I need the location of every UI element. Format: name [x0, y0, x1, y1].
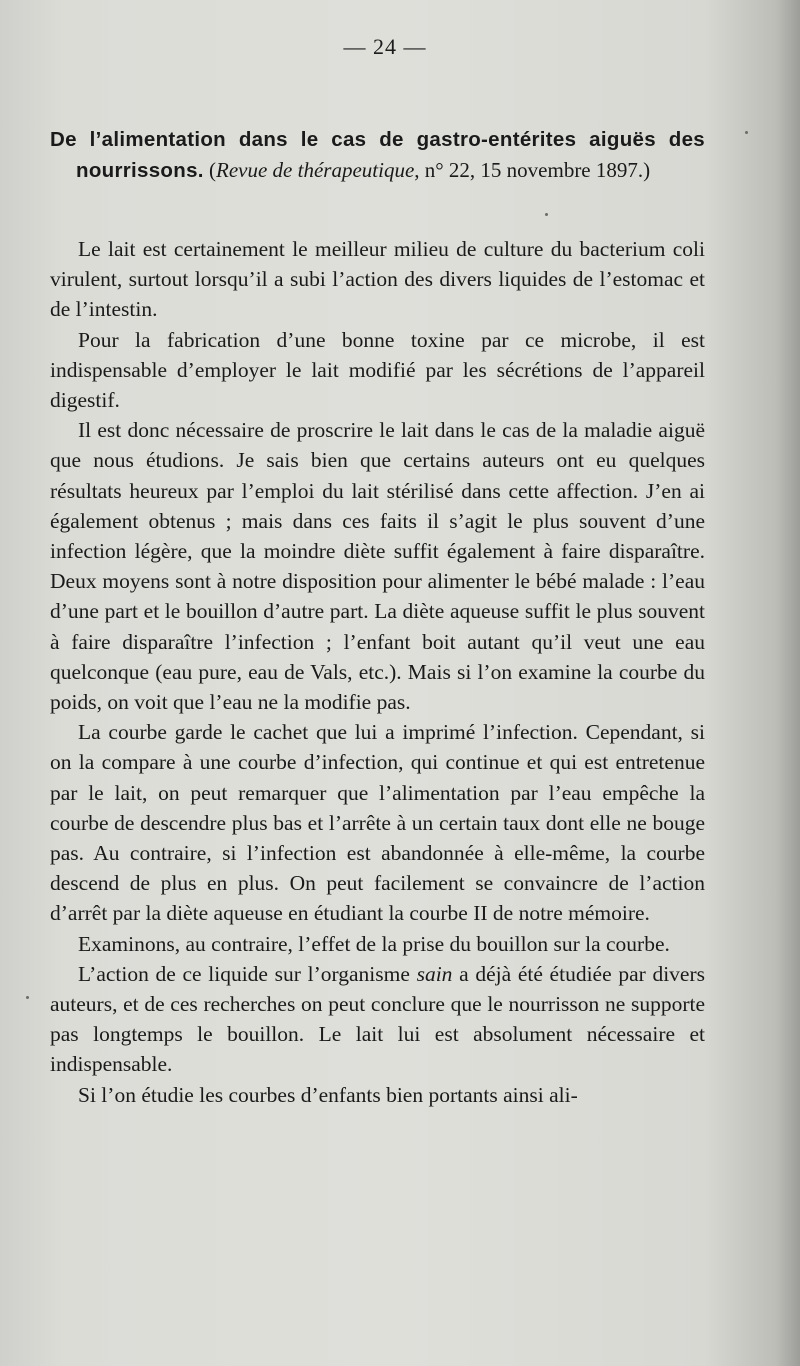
- paragraph-7: Si l’on étudie les courbes d’enfants bien portants ainsi ali-: [78, 1082, 578, 1107]
- paragraph-6-end: a déjà été étudiée par divers auteurs, et de ces recherches on peut conclure que le nourrisson ne supporte pas longtemps le bouillon. Le lait lui est absolument nécessaire et indispensable.: [50, 961, 705, 1077]
- paragraph-6: [50, 959, 705, 1080]
- article-heading: [50, 124, 705, 186]
- emphasis-word: sain: [416, 961, 453, 986]
- reference-details: , n° 22, 15 novembre 1897.): [414, 158, 651, 182]
- paragraph-3: Il est donc nécessaire de proscrire le lait dans le cas de la maladie aiguë que nous étudions. Je sais bien que certains auteurs ont eu quelques résultats heureux par l’emploi du lait stérilisé dans cette affection. J’en ai également obtenus ; mais dans ces faits il s’agit le plus souvent d’une infection légère, que la moindre diète suffit également à faire disparaître. Deux moyens sont à notre disposition pour alimenter le bébé malade : l’eau d’une part et le bouillon d’autre part. La diète aqueuse suffit le plus souvent à faire disparaître l’infection ; l’enfant boit autant qu’il veut une eau quelconque (eau pure, eau de Vals, etc.). Mais si l’on examine la courbe du poids, on voit que l’eau ne la modifie pas.: [50, 418, 705, 715]
- page-body: [50, 124, 705, 1110]
- paragraph-6-start: L’action de ce liquide sur l’organisme: [78, 961, 417, 986]
- ink-speck: [745, 131, 748, 134]
- paragraph-5: Examinons, au contraire, l’effet de la prise du bouillon sur la courbe.: [78, 931, 670, 956]
- paragraph-1: Le lait est certainement le meilleur milieu de culture du bacterium coli virulent, surtout lorsqu’il a subi l’action des divers liquides de l’estomac et de l’intestin.: [50, 237, 705, 322]
- paragraph-4: La courbe garde le cachet que lui a imprimé l’infection. Cependant, si on la compare à une courbe d’infection, qui continue et qui est entretenue par le lait, on peut remarquer que l’alimentation par l’eau empêche la courbe de descendre plus bas et l’arrête à un certain taux dont elle ne bouge pas. Au contraire, si l’infection est abandonnée à elle-même, la courbe descend de plus en plus. On peut facilement se convaincre de l’action d’arrêt par la diète aqueuse en étudiant la courbe II de notre mémoire.: [50, 720, 705, 926]
- ink-speck: [26, 996, 29, 999]
- ref-open: (: [203, 158, 217, 182]
- article-title: De l’alimentation dans le cas de gastro-entérites aiguës des nourrissons.: [50, 128, 705, 182]
- journal-reference: [216, 158, 414, 182]
- page-number: — 24 —: [343, 34, 427, 59]
- journal-name: Revue de thérapeutique: [216, 158, 415, 182]
- paragraph-2: Pour la fabrication d’une bonne toxine par ce microbe, il est indispensable d’employer le lait modifié par les sécrétions de l’appareil digestif.: [50, 327, 705, 413]
